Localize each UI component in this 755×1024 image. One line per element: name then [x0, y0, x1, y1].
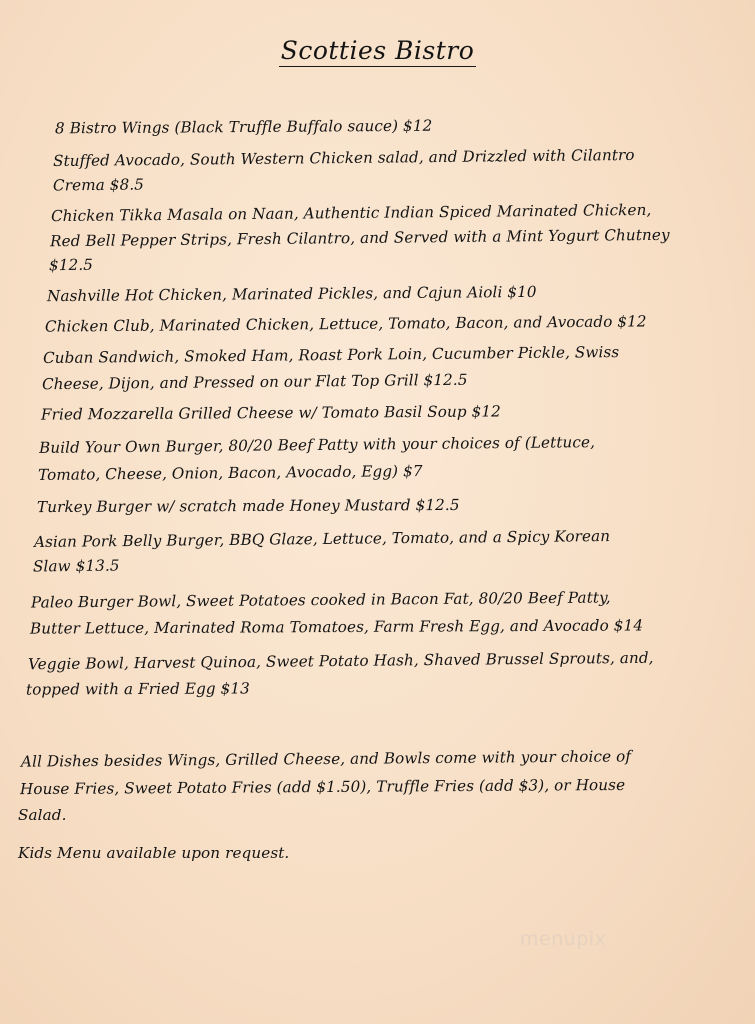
menu-item-stuffed-avocado-line-1: Stuffed Avocado, South Western Chicken salad, and Drizzled with Cilantro — [52, 145, 635, 171]
menu-item-tikka-masala-line-2: Red Bell Pepper Strips, Fresh Cilantro, and Served with a Mint Yogurt Chutney — [49, 225, 670, 251]
watermark-logo: menupix — [520, 928, 607, 950]
menu-item-tikka-masala-line-1: Chicken Tikka Masala on Naan, Authentic Indian Spiced Marinated Chicken, — [50, 200, 652, 226]
menu-item-stuffed-avocado-line-2: Crema $8.5 — [52, 175, 145, 195]
menu-item-cuban-line-2: Cheese, Dijon, and Pressed on our Flat Top Grill $12.5 — [41, 370, 468, 394]
menu-item-wings-line-1: 8 Bistro Wings (Black Truffle Buffalo sauce) $12 — [54, 116, 433, 138]
menu-item-pork-belly-line-1: Asian Pork Belly Burger, BBQ Glaze, Lettuce, Tomato, and a Spicy Korean — [33, 526, 611, 552]
kids-menu-note: Kids Menu available upon request. — [18, 844, 290, 862]
menu-item-paleo-bowl-line-1: Paleo Burger Bowl, Sweet Potatoes cooked in Bacon Fat, 80/20 Beef Patty, — [30, 588, 611, 612]
sides-note-line-3: Salad. — [18, 806, 67, 824]
menu-item-build-burger-line-2: Tomato, Cheese, Onion, Bacon, Avocado, Egg) $7 — [37, 461, 423, 485]
menu-item-pork-belly-line-2: Slaw $13.5 — [32, 556, 120, 576]
menu-item-veggie-bowl-line-2: topped with a Fried Egg $13 — [25, 679, 250, 699]
menu-item-grilled-cheese-line-1: Fried Mozzarella Grilled Cheese w/ Tomato Basil Soup $12 — [40, 402, 501, 424]
menu-item-nashville-line-1: Nashville Hot Chicken, Marinated Pickles, and Cajun Aioli $10 — [46, 282, 537, 306]
menu-item-turkey-burger-line-1: Turkey Burger w/ scratch made Honey Mustard $12.5 — [36, 495, 460, 517]
sides-note-line-2: House Fries, Sweet Potato Fries (add $1.50), Truffle Fries (add $3), or House — [19, 775, 626, 799]
menu-item-chicken-club-line-1: Chicken Club, Marinated Chicken, Lettuce, Tomato, Bacon, and Avocado $12 — [44, 312, 647, 336]
menu-item-build-burger-line-1: Build Your Own Burger, 80/20 Beef Patty with your choices of (Lettuce, — [38, 433, 596, 457]
page-title: Scotties Bistro — [280, 36, 475, 65]
sides-note-line-1: All Dishes besides Wings, Grilled Cheese, and Bowls come with your choice of — [20, 747, 632, 771]
menu-item-veggie-bowl-line-1: Veggie Bowl, Harvest Quinoa, Sweet Potato Hash, Shaved Brussel Sprouts, and, — [27, 648, 654, 674]
menu-item-paleo-bowl-line-2: Butter Lettuce, Marinated Roma Tomatoes, Farm Fresh Egg, and Avocado $14 — [29, 616, 644, 638]
menu-item-tikka-masala-line-3: $12.5 — [48, 255, 94, 275]
menu-item-cuban-line-1: Cuban Sandwich, Smoked Ham, Roast Pork Loin, Cucumber Pickle, Swiss — [42, 342, 620, 368]
